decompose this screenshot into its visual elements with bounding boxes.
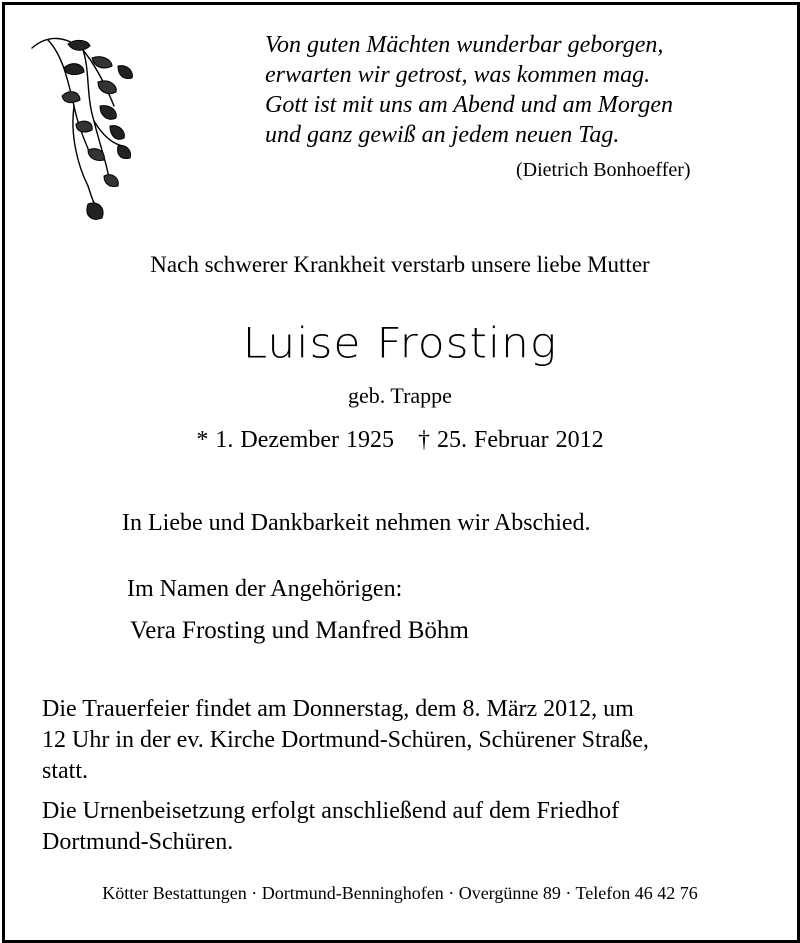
on-behalf-label: Im Namen der Angehörigen: [127, 576, 403, 602]
farewell-text: In Liebe und Dankbarkeit nehmen wir Abschied. [122, 510, 591, 536]
poem-line: Von guten Mächten wunderbar geborgen, [265, 32, 664, 58]
ceremony-line: statt. [42, 758, 88, 784]
poem [265, 30, 673, 150]
poem-line: Gott ist mit uns am Abend und am Morgen [265, 92, 673, 118]
ceremony-line: Die Trauerfeier findet am Donnerstag, dem 8. März 2012, um [42, 696, 634, 722]
funeral-home-footer: Kötter Bestattungen · Dortmund-Benninghofen · Overgünne 89 · Telefon 46 42 76 [102, 883, 698, 903]
ceremony-paragraph [42, 694, 772, 787]
ceremony-line: 12 Uhr in der ev. Kirche Dortmund-Schüren, Schürener Straße, [42, 727, 649, 753]
leaf-branch-icon [28, 26, 143, 236]
death-date: † 25. Februar 2012 [417, 427, 604, 453]
burial-paragraph [42, 796, 772, 858]
intro-text: Nach schwerer Krankheit verstarb unsere liebe Mutter [150, 252, 650, 277]
poem-line: erwarten wir getrost, was kommen mag. [265, 62, 651, 88]
poem-line: und ganz gewiß an jedem neuen Tag. [265, 122, 620, 148]
birth-name: geb. Trappe [348, 383, 452, 408]
birth-date: * 1. Dezember 1925 [196, 427, 394, 453]
burial-line: Die Urnenbeisetzung erfolgt anschließend auf dem Friedhof [42, 798, 620, 824]
signers: Vera Frosting und Manfred Böhm [130, 617, 469, 644]
poem-author: (Dietrich Bonhoeffer) [516, 159, 691, 181]
burial-line: Dortmund-Schüren. [42, 829, 234, 855]
deceased-name: Luise Frosting [242, 319, 558, 368]
life-dates [0, 427, 800, 454]
